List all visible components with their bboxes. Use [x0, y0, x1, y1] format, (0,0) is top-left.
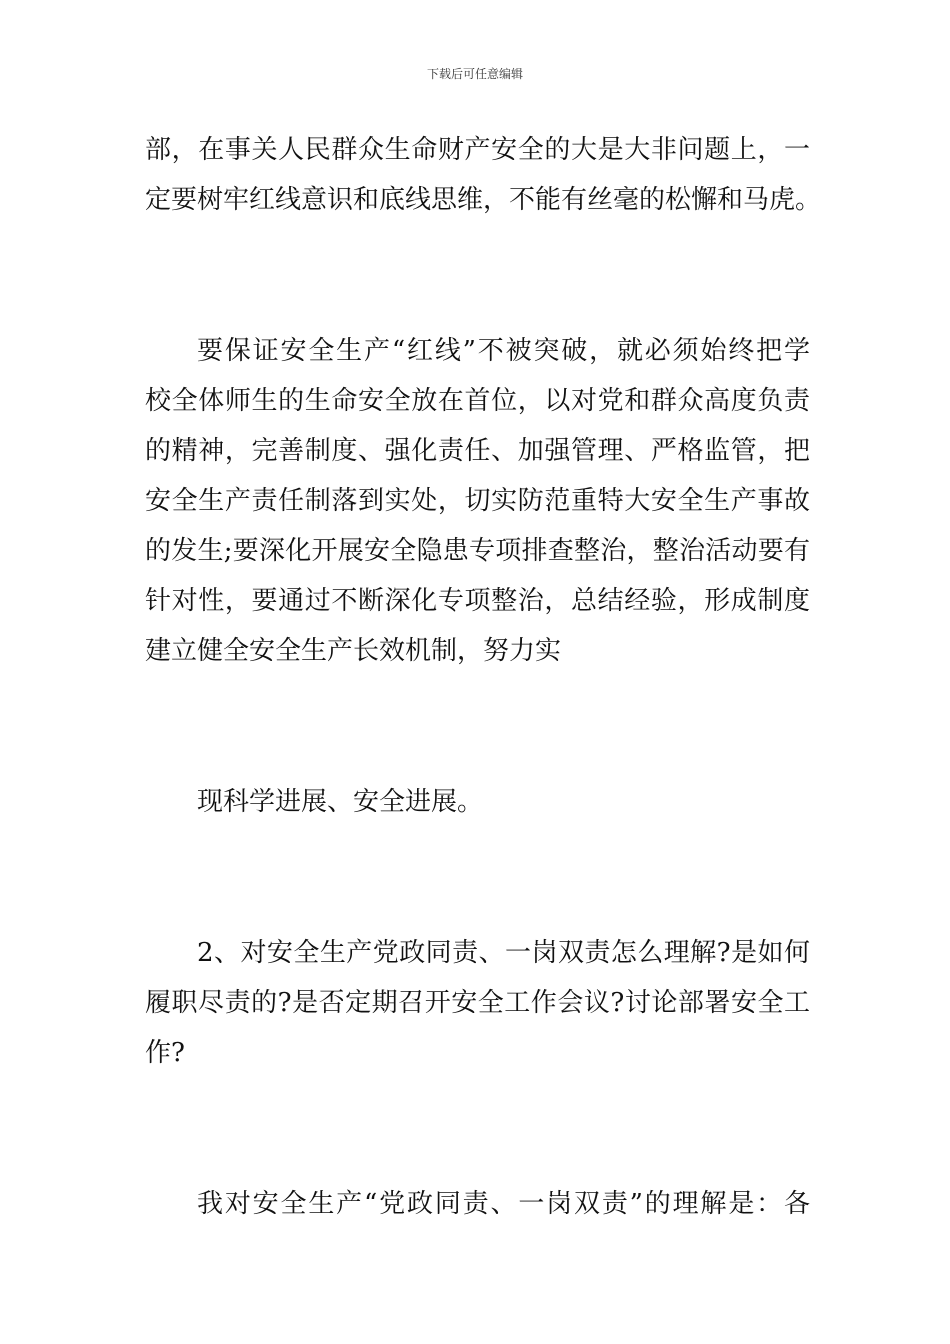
body-line: 我对安全生产“党政同责、一岗双责”的理解是：各: [197, 1189, 810, 1219]
body-line: 现科学进展、安全进展。: [197, 787, 484, 817]
body-line: 要保证安全生产“红线”不被突破，就必须始终把学: [197, 336, 810, 366]
body-line: 校全体师生的生命安全放在首位，以对党和群众高度负责: [145, 386, 810, 416]
body-line: 2、对安全生产党政同责、一岗双责怎么理解?是如何: [197, 938, 810, 968]
body-line: 履职尽责的?是否定期召开安全工作会议?讨论部署安全工: [145, 988, 810, 1018]
page-header: 下载后可任意编辑: [426, 67, 523, 81]
body-line: 定要树牢红线意识和底线思维，不能有丝毫的松懈和马虎。: [145, 185, 822, 215]
body-line: 的精神，完善制度、强化责任、加强管理、严格监管，把: [145, 436, 810, 466]
body-line: 安全生产责任制落到实处，切实防范重特大安全生产事故: [145, 486, 810, 516]
body-line: 作?: [145, 1038, 185, 1068]
body-line: 针对性，要通过不断深化专项整治，总结经验，形成制度: [145, 586, 810, 616]
body-line: 的发生;要深化开展安全隐患专项排查整治，整治活动要有: [145, 536, 810, 566]
body-line: 建立健全安全生产长效机制，努力实: [145, 636, 562, 666]
body-line: 部，在事关人民群众生命财产安全的大是大非问题上，一: [145, 135, 810, 165]
